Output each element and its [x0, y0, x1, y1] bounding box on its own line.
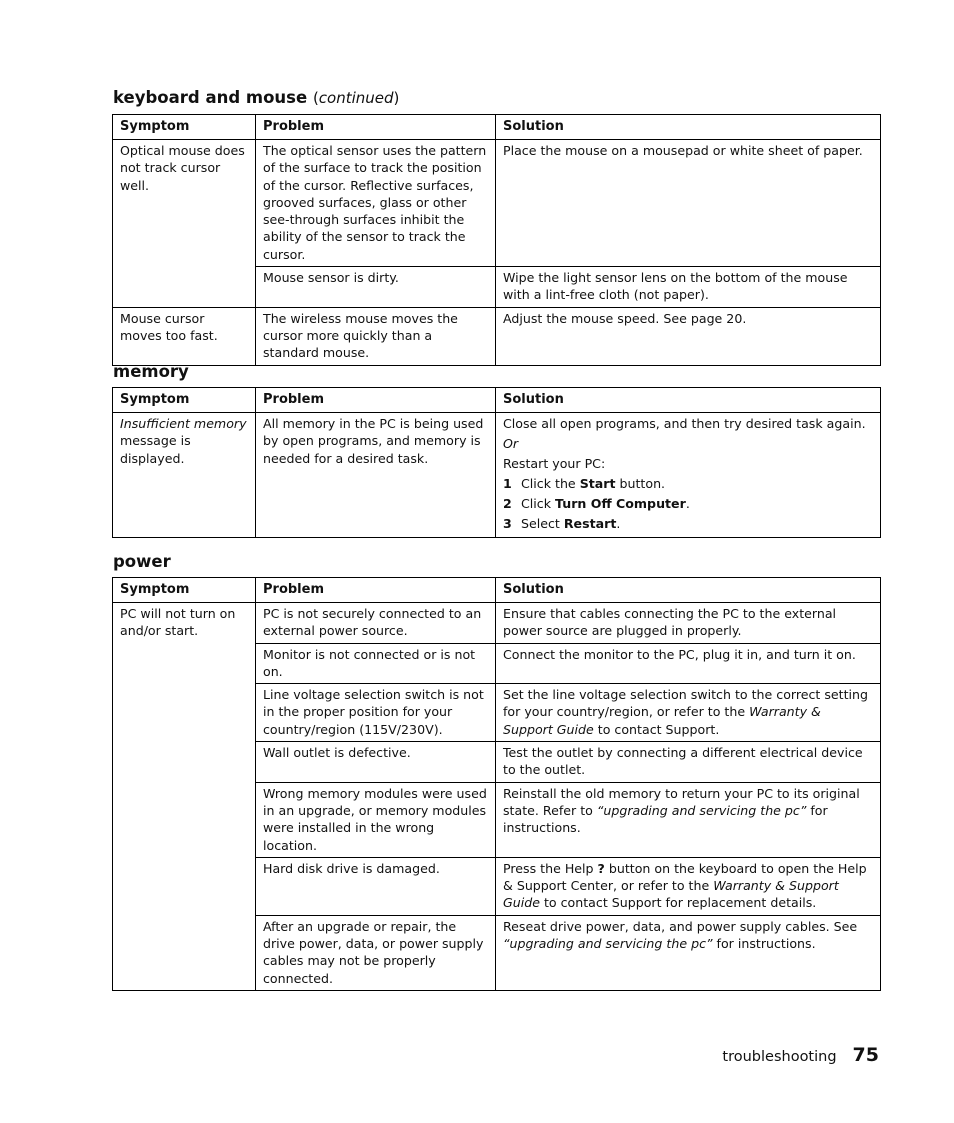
- header-symptom: Symptom: [113, 115, 256, 140]
- symptom-cell: Mouse cursor moves too fast.: [113, 307, 256, 365]
- solution-line: Close all open programs, and then try desired task again.: [503, 416, 866, 431]
- step-item: [503, 494, 873, 514]
- section-title-text: keyboard and mouse: [113, 88, 308, 107]
- step-text: .: [685, 496, 690, 511]
- symptom-cell: PC will not turn on and/or start.: [113, 603, 256, 991]
- header-symptom: Symptom: [113, 388, 256, 413]
- table-row: [113, 413, 881, 538]
- solution-text: for instructions.: [712, 936, 816, 952]
- solution-text: for instructions.: [503, 802, 828, 836]
- step-bold: Turn Off Computer: [555, 496, 686, 511]
- solution-italic: Warranty & Support Guide: [503, 704, 821, 737]
- section-title-memory: memory: [113, 362, 189, 381]
- step-text: Click the: [521, 476, 580, 491]
- step-text: Select: [521, 516, 564, 531]
- problem-cell: Wall outlet is defective.: [256, 742, 496, 783]
- header-solution: Solution: [496, 578, 881, 603]
- solution-cell: Test the outlet by connecting a different electrical device to the outlet.: [496, 742, 881, 783]
- memory-table: [112, 387, 881, 538]
- solution-text: to contact Support for replacement details.: [539, 895, 817, 911]
- step-bold: Restart: [563, 516, 617, 531]
- solution-text: Reinstall the old memory to return your PC to its original state. Refer to: [503, 785, 860, 818]
- table-row: [113, 140, 881, 267]
- solution-cell: [496, 684, 881, 742]
- solution-cell: Ensure that cables connecting the PC to the external power source are plugged in properly.: [496, 603, 881, 644]
- table-row: [113, 603, 881, 644]
- step-number: 2: [503, 496, 512, 511]
- step-text: .: [616, 516, 621, 531]
- page-footer: [722, 1044, 879, 1066]
- step-text: button.: [615, 476, 666, 491]
- solution-line: Restart your PC:: [503, 456, 606, 471]
- header-solution: Solution: [496, 388, 881, 413]
- header-solution: Solution: [496, 115, 881, 140]
- problem-cell: The optical sensor uses the pattern of the surface to track the position of the cursor. Reflective surfaces, grooved surfaces, glass or other see-through surfaces inhibit the ability of the sensor to track the cursor.: [256, 140, 496, 267]
- solution-or: Or: [503, 436, 519, 451]
- solution-italic: Warranty & Support Guide: [503, 878, 839, 911]
- problem-cell: PC is not securely connected to an external power source.: [256, 603, 496, 644]
- symptom-cell: Optical mouse does not track cursor well.: [113, 140, 256, 308]
- problem-cell: Mouse sensor is dirty.: [256, 267, 496, 308]
- solution-text: Press the Help: [503, 860, 598, 876]
- problem-cell: The wireless mouse moves the cursor more quickly than a standard mouse.: [256, 307, 496, 365]
- table-row: [113, 307, 881, 365]
- power-table: [112, 577, 881, 991]
- table-header-row: [113, 388, 881, 413]
- step-number: 1: [503, 476, 512, 491]
- symptom-text: message is displayed.: [120, 433, 191, 466]
- section-title-keyboard-mouse: [113, 88, 399, 107]
- step-text: Click: [521, 496, 556, 511]
- solution-text: to contact Support.: [593, 721, 720, 737]
- step-number: 3: [503, 516, 512, 531]
- problem-cell: Monitor is not connected or is not on.: [256, 643, 496, 684]
- section-title-power: power: [113, 552, 171, 571]
- solution-cell: [496, 857, 881, 915]
- problem-cell: All memory in the PC is being used by open programs, and memory is needed for a desired task.: [256, 413, 496, 538]
- continued-note: (continued): [312, 89, 400, 107]
- step-bold: Start: [579, 476, 616, 491]
- problem-cell: Wrong memory modules were used in an upgrade, or memory modules were installed in the wrong location.: [256, 782, 496, 857]
- solution-cell: Adjust the mouse speed. See page 20.: [496, 307, 881, 365]
- table-header-row: [113, 578, 881, 603]
- solution-italic: “upgrading and servicing the pc”: [503, 936, 713, 952]
- problem-cell: Line voltage selection switch is not in the proper position for your country/region (115V/230V).: [256, 684, 496, 742]
- solution-cell: [496, 915, 881, 990]
- solution-cell: [496, 413, 881, 538]
- symptom-cell: [113, 413, 256, 538]
- help-key-glyph: ?: [597, 860, 605, 876]
- header-problem: Problem: [256, 115, 496, 140]
- step-item: [503, 514, 873, 534]
- solution-cell: Place the mouse on a mousepad or white sheet of paper.: [496, 140, 881, 267]
- solution-text: button on the keyboard to open the Help & Support Center, or refer to the: [503, 860, 867, 894]
- solution-cell: Connect the monitor to the PC, plug it in, and turn it on.: [496, 643, 881, 684]
- footer-label: troubleshooting: [722, 1049, 837, 1065]
- page-number: 75: [852, 1044, 879, 1066]
- problem-cell: After an upgrade or repair, the drive power, data, or power supply cables may not be properly connected.: [256, 915, 496, 990]
- header-symptom: Symptom: [113, 578, 256, 603]
- keyboard-mouse-table: [112, 114, 881, 366]
- header-problem: Problem: [256, 578, 496, 603]
- solution-cell: [496, 782, 881, 857]
- step-item: [503, 474, 873, 494]
- solution-italic: “upgrading and servicing the pc”: [596, 802, 807, 818]
- table-header-row: [113, 115, 881, 140]
- header-problem: Problem: [256, 388, 496, 413]
- problem-cell: Hard disk drive is damaged.: [256, 857, 496, 915]
- solution-text: Set the line voltage selection switch to the correct setting for your country/region, or refer to the: [503, 687, 869, 720]
- solution-text: Reseat drive power, data, and power supply cables. See: [503, 918, 858, 934]
- symptom-italic: Insufficient memory: [120, 416, 247, 431]
- solution-cell: Wipe the light sensor lens on the bottom of the mouse with a lint-free cloth (not paper).: [496, 267, 881, 308]
